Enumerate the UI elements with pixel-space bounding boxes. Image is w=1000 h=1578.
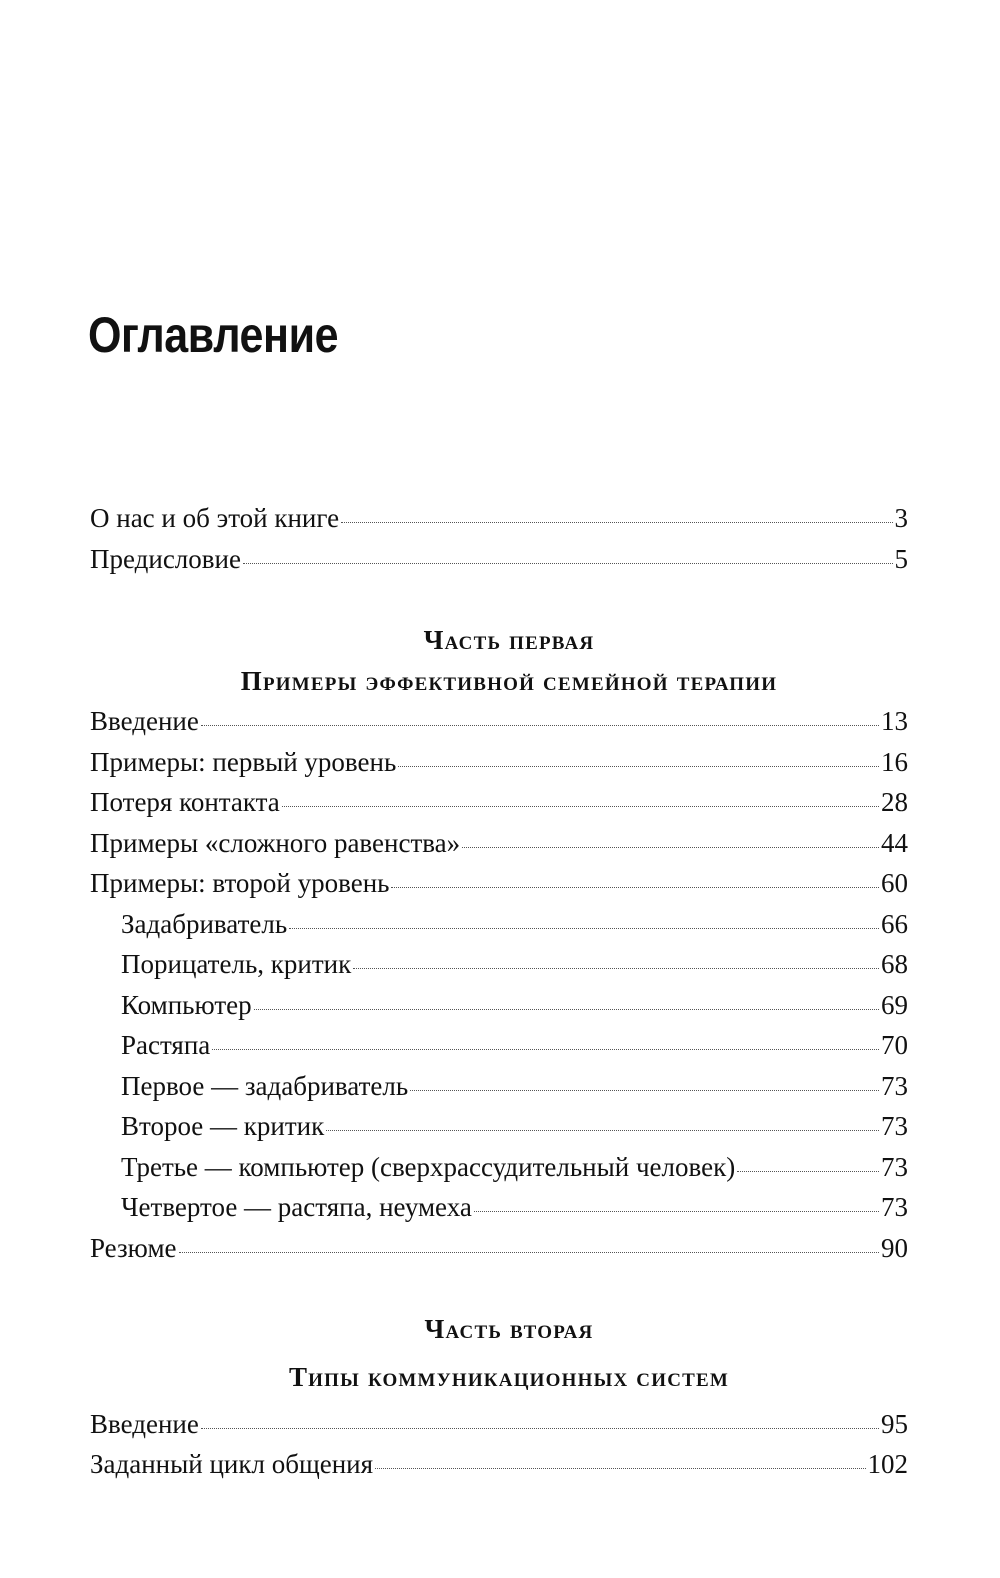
dot-leader	[201, 725, 879, 726]
toc-entry-title: Примеры «сложного равенства»	[90, 827, 461, 858]
toc-entry-title: Предисловие	[90, 543, 241, 574]
dot-leader	[289, 928, 879, 929]
part-two-label: Часть вторая	[424, 1314, 594, 1344]
dot-leader	[353, 968, 879, 969]
toc-entry-title: Первое — задабриватель	[121, 1070, 409, 1101]
toc-entry-page: 73	[881, 1151, 908, 1182]
dot-leader	[282, 806, 879, 807]
dot-leader	[201, 1428, 879, 1429]
toc-entry[interactable]	[90, 1228, 908, 1269]
part-one-label: Часть первая	[423, 625, 595, 655]
toc-entry-page: 69	[881, 989, 908, 1020]
toc-entry-title: Примеры: второй уровень	[90, 868, 390, 898]
dot-leader	[398, 766, 879, 767]
toc-entry[interactable]	[90, 742, 908, 783]
toc-entry-page: 95	[881, 1408, 908, 1439]
dot-leader	[474, 1211, 879, 1212]
spacer	[90, 1268, 908, 1309]
toc-subentry[interactable]	[90, 985, 908, 1026]
toc-subentry[interactable]	[90, 1147, 908, 1188]
toc-entry-page: 73	[881, 1070, 908, 1101]
toc-entry-title: Второе — критик	[121, 1111, 325, 1141]
toc-entry-page: 3	[894, 503, 908, 533]
toc-entry[interactable]	[90, 1444, 908, 1485]
dot-leader	[462, 847, 879, 848]
toc-entry-title: Растяпа	[121, 1030, 211, 1060]
toc-entry-page: 73	[881, 1192, 908, 1222]
toc-subentry[interactable]	[90, 944, 908, 985]
dot-leader	[212, 1049, 879, 1050]
dot-leader	[375, 1468, 865, 1469]
toc-entry-page: 5	[894, 543, 908, 574]
toc-subentry[interactable]	[90, 904, 908, 945]
toc-entry-title: Заданный цикл общения	[90, 1449, 374, 1479]
toc-subentry[interactable]	[90, 1025, 908, 1066]
toc-entry-page: 13	[881, 706, 908, 736]
toc-entry-page: 90	[881, 1232, 908, 1263]
toc-subentry[interactable]	[90, 1187, 908, 1228]
toc-entry-page: 44	[881, 827, 908, 858]
toc-entry[interactable]	[90, 539, 908, 580]
part-two-title: Типы коммуникационных систем	[288, 1361, 730, 1392]
toc-entry-title: Введение	[90, 1408, 199, 1439]
dot-leader	[391, 887, 879, 888]
dot-leader	[254, 1009, 879, 1010]
toc-entry[interactable]	[90, 701, 908, 742]
toc-entry-title: Задабриватель	[121, 908, 288, 939]
toc-entry-title: Потеря контакта	[90, 787, 280, 817]
toc-entry-title: Примеры: первый уровень	[90, 746, 397, 777]
toc-entry[interactable]	[90, 1404, 908, 1445]
dot-leader	[737, 1171, 879, 1172]
toc-entry-title: Введение	[90, 706, 199, 736]
table-of-contents	[90, 498, 908, 1485]
dot-leader	[179, 1252, 879, 1253]
toc-entry-page: 73	[881, 1111, 908, 1141]
toc-entry-page: 28	[881, 787, 908, 817]
dot-leader	[410, 1090, 879, 1091]
toc-entry-title: О нас и об этой книге	[90, 503, 340, 533]
toc-entry-page: 60	[881, 868, 908, 898]
toc-entry[interactable]	[90, 498, 908, 539]
toc-entry[interactable]	[90, 823, 908, 864]
toc-entry-title: Третье — компьютер (сверхрассудительный человек)	[121, 1151, 736, 1182]
toc-entry[interactable]	[90, 782, 908, 823]
toc-entry-title: Четвертое — растяпа, неумеха	[121, 1192, 472, 1222]
toc-entry-title: Резюме	[90, 1232, 177, 1263]
dot-leader	[341, 522, 892, 523]
toc-entry-page: 16	[881, 746, 908, 777]
part-one-title: Примеры эффективной семейной терапии	[240, 665, 778, 696]
toc-entry-title: Порицатель, критик	[121, 949, 352, 979]
toc-subentry[interactable]	[90, 1066, 908, 1107]
toc-subentry[interactable]	[90, 1106, 908, 1147]
toc-entry-page: 68	[881, 949, 908, 979]
toc-entry-page: 70	[881, 1030, 908, 1060]
dot-leader	[243, 563, 893, 564]
spacer	[90, 579, 908, 620]
toc-entry-page: 102	[867, 1449, 908, 1479]
page-title: Оглавление	[88, 307, 339, 363]
toc-entry-title: Компьютер	[121, 989, 252, 1020]
dot-leader	[326, 1130, 879, 1131]
toc-entry-page: 66	[881, 908, 908, 939]
toc-entry[interactable]	[90, 863, 908, 904]
